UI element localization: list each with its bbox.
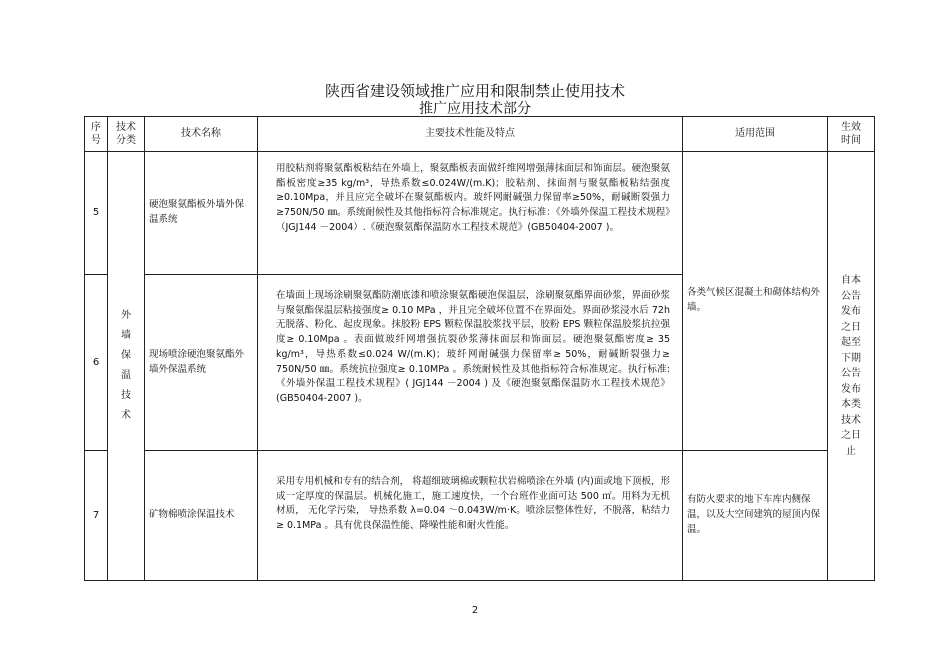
document-title: 陕西省建设领域推广应用和限制禁止使用技术 [324,82,625,100]
page-number: 2 [471,605,479,616]
header-no-label: 序 号 [91,121,101,146]
table-row [85,152,875,275]
effective-label: 自本 公告 发布 之日 起至 下期 公告 发布 本类 技术 之日 止 [841,275,861,457]
row-no: 6 [85,275,108,451]
scope-cell: 各类气候区混凝土和砌体结构外墙。 [683,152,828,451]
effective-cell [828,152,875,581]
scope-cell: 有防火要求的地下车库内侧保温，以及大空间建筑的屋顶内保温。 [683,451,828,581]
header-scope: 适用范围 [683,117,828,152]
row-name: 硬泡聚氨酯板外墙外保温系统 [145,152,258,275]
header-category [108,117,145,152]
technology-table [84,116,875,581]
header-features: 主要技术性能及特点 [258,117,683,152]
row-features: 在墙面上现场涂刷聚氨酯防潮底漆和喷涂聚氨酯硬泡保温层，涂刷聚氨酯界面砂浆，界面砂浆与聚氨酯保温层粘接强度≥ 0.10 MPa ，并且完全破坏位置不在界面处。界面砂浆浸水后 72h 无脱落、粉化、起皮现象。抹胶粉 EPS 颗粒保温胶浆找平层，胶粉 EPS 颗粒保温胶浆抗拉强度≥ 0.10Mpa 。表面做玻纤网增强抗裂砂浆薄抹面层和饰面层。硬泡聚氨酯密度≥ 35 kg/m³，导热系数≤0.024 W/(m.K)；玻纤网耐碱强力保留率≥ 50%，耐碱断裂强力≥ 750N/50 ㎜。系统抗拉强度≥ 0.10MPa 。系统耐候性及其他指标符合标准规定。执行标准:《外墙外保温工程技术规程》( JGJ144 －2004 ) 及《硬泡聚氨酯保温防水工程技术规范》 (GB50404-2007 )。 [258,275,683,451]
category-cell [108,152,145,581]
row-name: 矿物棉喷涂保温技术 [145,451,258,581]
row-features: 用胶粘剂将聚氨酯板粘结在外墙上，聚氨酯板表面做纤维网增强薄抹面层和饰面层。硬泡聚氨酯板密度≥35 kg/m³，导热系数≤0.024W/(m.K)；胶粘剂、抹面剂与聚氨酯板粘结强度≥0.10Mpa，并且应完全破坏在聚氨酯板内。玻纤网耐碱强力保留率≥50%，耐碱断裂强力≥750N/50 ㎜。系统耐候性及其他指标符合标准规定。执行标准：《外墙外保温工程技术规程》（JGJ144 －2004）.《硬泡聚氨酯保温防水工程技术规范》(GB50404-2007 )。 [258,152,683,275]
table-row [85,451,875,581]
header-row [85,117,875,152]
category-label: 外 墙 保 温 技 术 [121,310,131,421]
row-name: 现场喷涂硬泡聚氨酯外墙外保温系统 [145,275,258,451]
row-no: 5 [85,152,108,275]
header-name: 技术名称 [145,117,258,152]
header-no [85,117,108,152]
document-subtitle: 推广应用技术部分 [419,101,531,117]
row-no: 7 [85,451,108,581]
header-category-label: 技术 分类 [116,121,136,146]
row-features: 采用专用机械和专有的结合剂， 将超细玻璃棉或颗粒状岩棉喷涂在外墙 (内)面或地下顶板，形成一定厚度的保温层。机械化施工，施工速度快，一个台班作业面可达 500 ㎡。用料为无机材质， 无化学污染， 导热系数 λ=0.04 ～0.043W/m·K。喷涂层整体性好，不脱落，粘结力≥ 0.1MPa 。具有优良保温性能、降噪性能和耐火性能。 [258,451,683,581]
header-effective-label: 生效 时间 [841,121,861,146]
header-effective [828,117,875,152]
